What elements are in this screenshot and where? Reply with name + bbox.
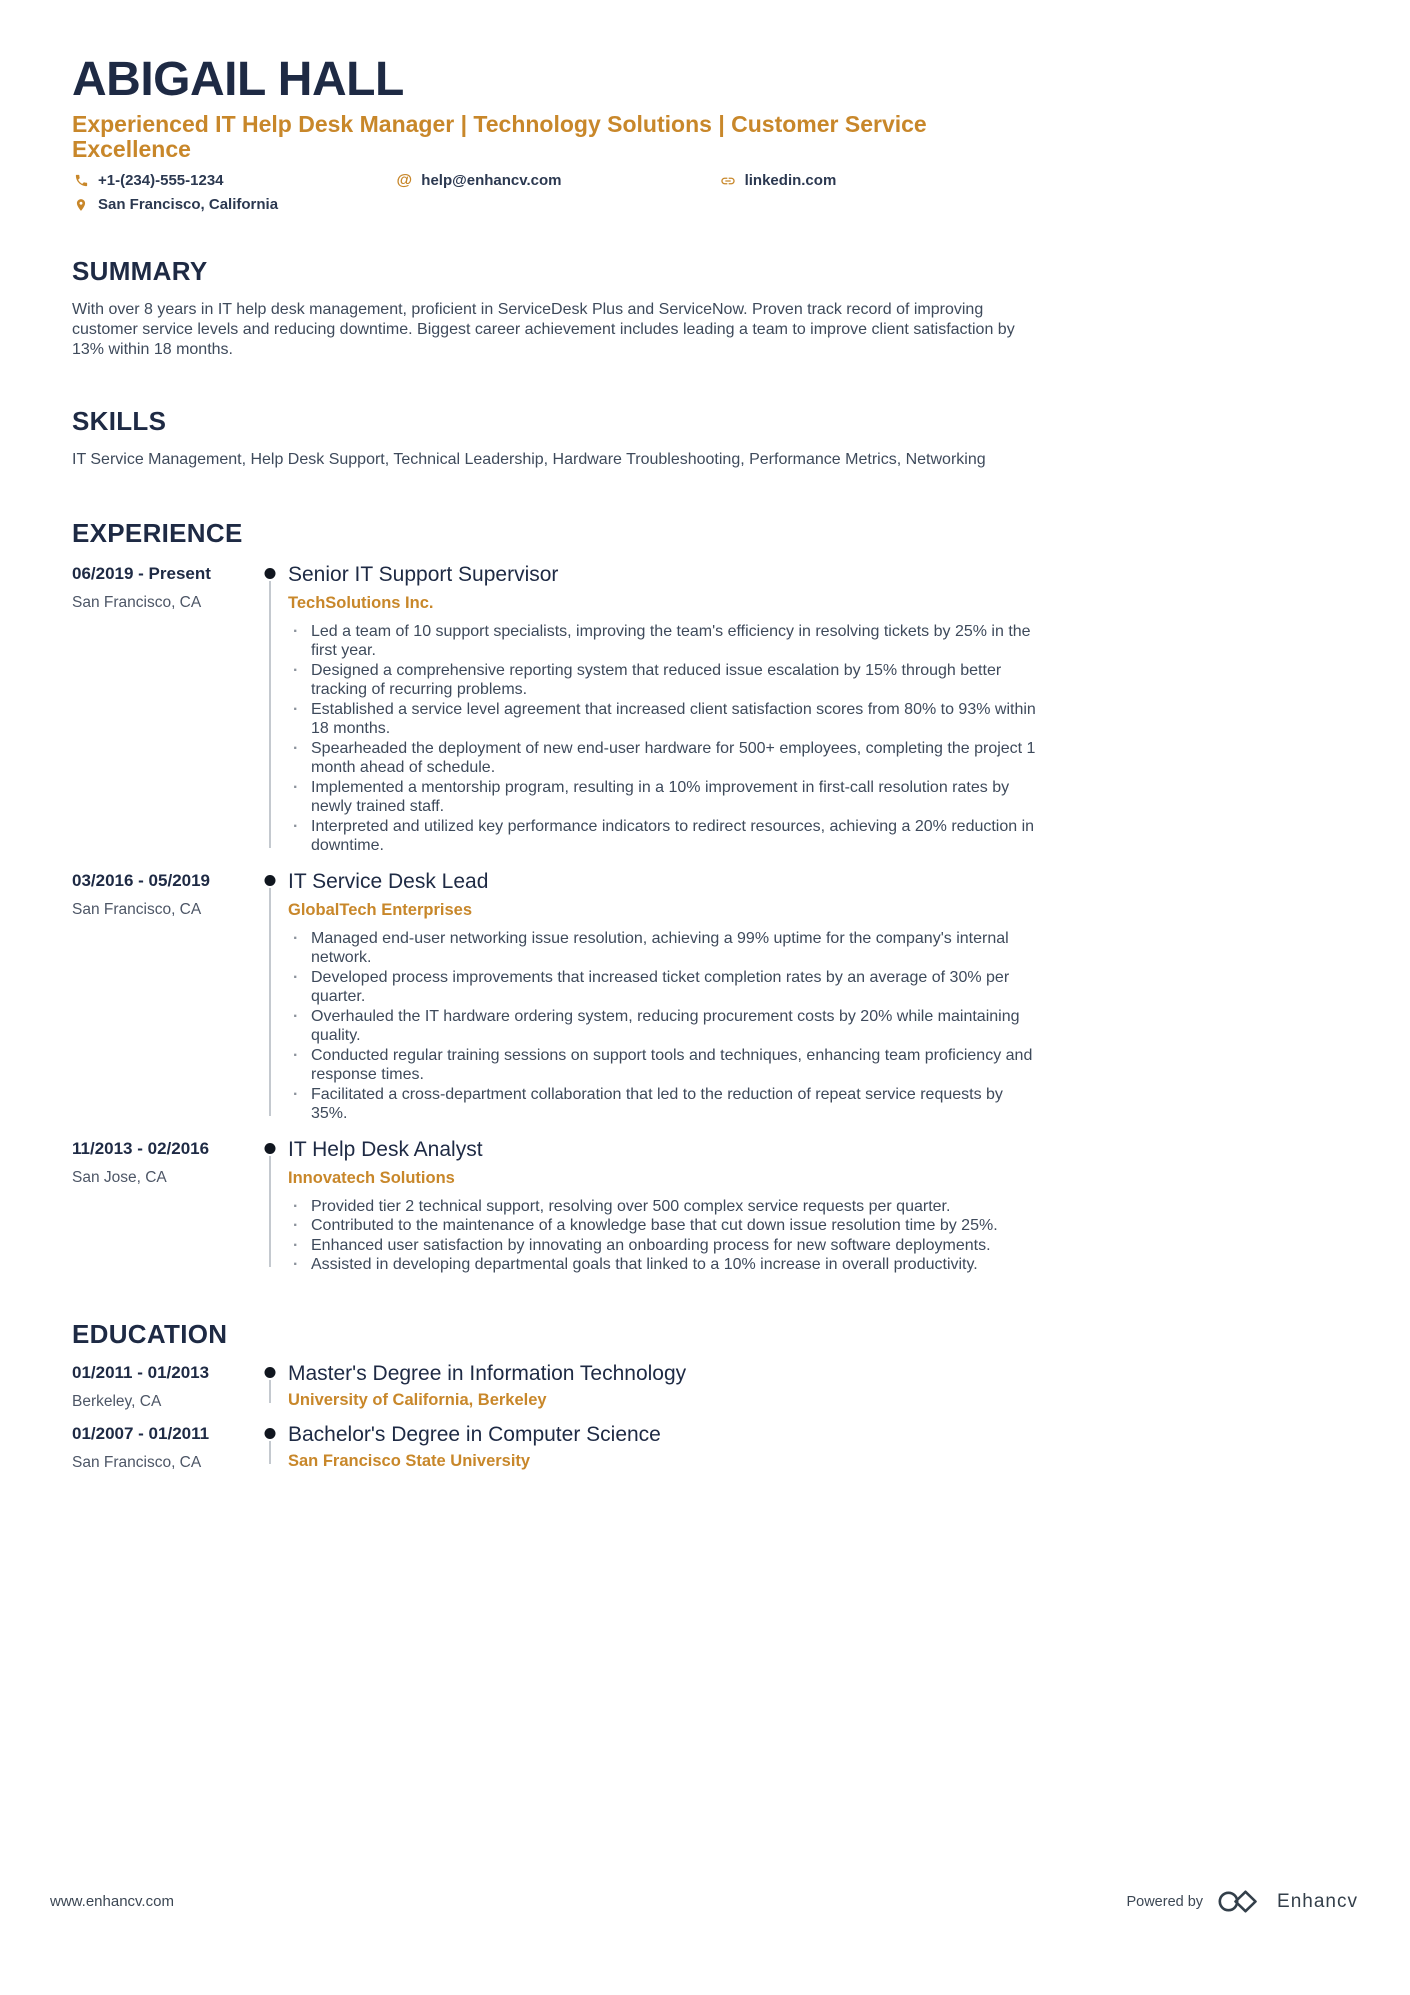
education-dates: 01/2011 - 01/2013: [72, 1362, 210, 1382]
link-icon: [719, 172, 737, 190]
timeline-line: [269, 1380, 271, 1403]
job-bullets: [288, 1197, 1042, 1275]
enhancv-logo-icon: [1217, 1888, 1263, 1915]
company-name: TechSolutions Inc.: [288, 593, 434, 612]
job-bullets: [288, 622, 1042, 856]
skills-heading: SKILLS: [72, 405, 167, 436]
timeline-line: [269, 581, 271, 848]
school-name: University of California, Berkeley: [288, 1390, 547, 1409]
experience-entry: [72, 563, 1042, 856]
timeline-line: [269, 1156, 271, 1267]
experience-entry: [72, 870, 1042, 1124]
powered-by: [1126, 1888, 1358, 1915]
education-dates: 01/2007 - 01/2011: [72, 1423, 210, 1443]
job-bullet: · Facilitated a cross-department collaboration that led to the reduction of repeat service requests by 35%.: [288, 1085, 1042, 1124]
linkedin-url[interactable]: linkedin.com: [744, 172, 837, 190]
job-bullets: [288, 929, 1042, 1124]
job-bullet: · Interpreted and utilized key performance indicators to redirect resources, achieving a 20% reduction in downtime.: [288, 817, 1042, 856]
experience-dates: 11/2013 - 02/2016: [72, 1138, 210, 1158]
timeline-line: [269, 1441, 271, 1464]
education-meta: [72, 1362, 252, 1411]
job-bullet: · Designed a comprehensive reporting system that reduced issue escalation by 15% through better tracking of recurring problems.: [288, 661, 1042, 700]
education-details: [288, 1423, 1042, 1472]
company-name: Innovatech Solutions: [288, 1168, 455, 1187]
job-title: IT Service Desk Lead: [288, 869, 489, 893]
job-title: IT Help Desk Analyst: [288, 1137, 483, 1161]
experience-meta: [72, 563, 252, 856]
experience-meta: [72, 1138, 252, 1275]
website-link[interactable]: www.enhancv.com: [50, 1893, 174, 1910]
company-name: GlobalTech Enterprises: [288, 900, 472, 919]
job-bullet: · Provided tier 2 technical support, resolving over 500 complex service requests per quarter.: [288, 1197, 1042, 1217]
experience-meta: [72, 870, 252, 1124]
candidate-headline: Experienced IT Help Desk Manager | Technology Solutions | Customer Service Excellence: [72, 111, 927, 163]
summary-heading: SUMMARY: [72, 255, 208, 286]
degree-title: Master's Degree in Information Technology: [288, 1361, 687, 1385]
timeline-dot: [265, 875, 276, 886]
job-title: Senior IT Support Supervisor: [288, 562, 559, 586]
experience-dates: 06/2019 - Present: [72, 563, 211, 583]
education-heading: EDUCATION: [72, 1318, 228, 1349]
contact-linkedin[interactable]: [719, 172, 1042, 190]
timeline: [252, 1362, 288, 1411]
experience-details: [288, 563, 1042, 856]
timeline: [252, 870, 288, 1124]
timeline: [252, 563, 288, 856]
education-details: [288, 1362, 1042, 1411]
experience-section: [72, 518, 1042, 1275]
timeline-dot: [265, 1428, 276, 1439]
job-bullet: · Managed end-user networking issue resolution, achieving a 99% uptime for the company's internal network.: [288, 929, 1042, 968]
enhancv-brand-text: Enhancv: [1277, 1890, 1358, 1912]
summary-section: [72, 256, 1042, 360]
email-at-icon: @: [396, 171, 413, 189]
timeline-line: [269, 888, 271, 1116]
job-bullet: · Spearheaded the deployment of new end-user hardware for 500+ employees, completing the project 1 month ahead of schedule.: [288, 739, 1042, 778]
contact-phone: [72, 172, 395, 190]
job-bullet: · Developed process improvements that increased ticket completion rates by an average of 30% per quarter.: [288, 968, 1042, 1007]
job-bullet: · Enhanced user satisfaction by innovating an onboarding process for new software deployments.: [288, 1236, 1042, 1256]
experience-heading: EXPERIENCE: [72, 517, 243, 548]
education-location: San Francisco, CA: [72, 1453, 202, 1471]
contact-email[interactable]: [395, 172, 718, 190]
location-pin-icon: [72, 196, 90, 214]
summary-text: With over 8 years in IT help desk management, proficient in ServiceDesk Plus and ServiceNow. Proven track record of improving customer service levels and reducing downtime. Biggest career achievement includes leading a team to improve client satisfaction by 13% within 18 months.: [72, 300, 1015, 358]
email-address[interactable]: help@enhancv.com: [421, 172, 562, 190]
page-footer: [0, 1888, 1410, 1995]
education-entry: [72, 1362, 1042, 1411]
school-name: San Francisco State University: [288, 1451, 531, 1470]
education-meta: [72, 1423, 252, 1472]
experience-location: San Jose, CA: [72, 1168, 167, 1186]
timeline: [252, 1138, 288, 1275]
job-bullet: · Overhauled the IT hardware ordering system, reducing procurement costs by 20% while maintaining quality.: [288, 1007, 1042, 1046]
timeline: [252, 1423, 288, 1472]
timeline-dot: [265, 1367, 276, 1378]
job-bullet: · Established a service level agreement that increased client satisfaction scores from 80% to 93% within 18 months.: [288, 700, 1042, 739]
degree-title: Bachelor's Degree in Computer Science: [288, 1422, 661, 1446]
contact-location: [72, 196, 395, 214]
contact-bar: [72, 172, 1042, 214]
experience-entry: [72, 1138, 1042, 1275]
experience-location: San Francisco, CA: [72, 593, 202, 611]
experience-details: [288, 1138, 1042, 1275]
skills-section: [72, 406, 1042, 470]
experience-location: San Francisco, CA: [72, 900, 202, 918]
location-text: San Francisco, California: [98, 196, 279, 214]
powered-by-label: Powered by: [1126, 1893, 1204, 1910]
job-bullet: · Implemented a mentorship program, resulting in a 10% improvement in first-call resolution rates by newly trained staff.: [288, 778, 1042, 817]
experience-dates: 03/2016 - 05/2019: [72, 870, 211, 890]
skills-text: IT Service Management, Help Desk Support, Technical Leadership, Hardware Troubleshooting, Performance Metrics, Networking: [72, 450, 986, 468]
education-section: [72, 1319, 1042, 1472]
candidate-name: ABIGAIL HALL: [72, 53, 404, 106]
experience-details: [288, 870, 1042, 1124]
timeline-dot: [265, 568, 276, 579]
phone-number: +1-(234)-555-1234: [98, 172, 224, 190]
phone-icon: [72, 172, 90, 190]
job-bullet: · Led a team of 10 support specialists, improving the team's efficiency in resolving tickets by 25% in the first year.: [288, 622, 1042, 661]
education-entry: [72, 1423, 1042, 1472]
job-bullet: · Contributed to the maintenance of a knowledge base that cut down issue resolution time by 25%.: [288, 1216, 1042, 1236]
job-bullet: · Assisted in developing departmental goals that linked to a 10% increase in overall productivity.: [288, 1255, 1042, 1275]
timeline-dot: [265, 1143, 276, 1154]
job-bullet: · Conducted regular training sessions on support tools and techniques, enhancing team proficiency and response times.: [288, 1046, 1042, 1085]
education-location: Berkeley, CA: [72, 1392, 162, 1410]
